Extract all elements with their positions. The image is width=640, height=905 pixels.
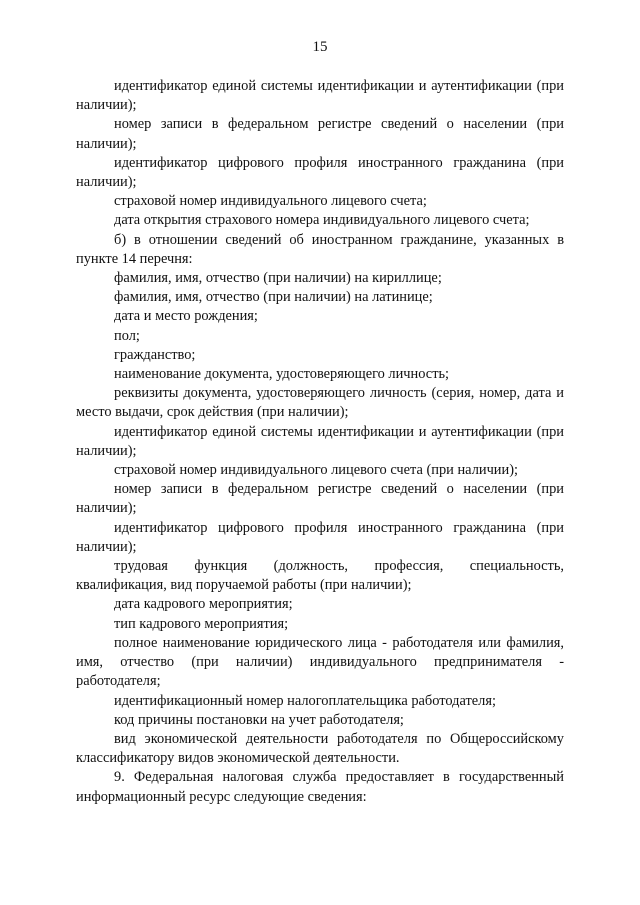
paragraph-unified-id-system: идентификатор единой системы идентификации и аутентификации (при наличии); xyxy=(76,78,564,114)
paragraph-hr-event-date: дата кадрового мероприятия; xyxy=(114,596,293,613)
paragraph-section-9: 9. Федеральная налоговая служба предоставляет в государственный информационный ресурс следующие сведения: xyxy=(76,769,564,805)
paragraph-snils: страховой номер индивидуального лицевого счета; xyxy=(114,193,427,210)
paragraph-id-document-details: реквизиты документа, удостоверяющего личность (серия, номер, дата и место выдачи, срок действия (при наличии); xyxy=(76,385,564,421)
document-body xyxy=(76,77,564,807)
paragraph-name-latin: фамилия, имя, отчество (при наличии) на латинице; xyxy=(114,289,433,306)
paragraph-sex: пол; xyxy=(114,327,140,344)
paragraph-digital-profile-id: идентификатор цифрового профиля иностранного гражданина (при наличии); xyxy=(76,154,564,191)
paragraph-citizenship: гражданство; xyxy=(114,346,196,363)
paragraph-digital-profile-id-2: идентификатор цифрового профиля иностранного гражданина (при наличии); xyxy=(76,519,564,555)
paragraph-employer-inn: идентификационный номер налогоплательщика работодателя; xyxy=(114,692,496,709)
paragraph-unified-id-system-2: идентификатор единой системы идентификации и аутентификации (при наличии); xyxy=(76,423,564,459)
paragraph-birth-date-place: дата и место рождения; xyxy=(114,308,258,325)
paragraph-section-b-heading: б) в отношении сведений об иностранном гражданине, указанных в пункте 14 перечня: xyxy=(76,231,564,267)
paragraph-id-document-name: наименование документа, удостоверяющего личность; xyxy=(114,366,450,383)
paragraph-employer-kpp: код причины постановки на учет работодателя; xyxy=(114,711,404,728)
paragraph-hr-event-type: тип кадрового мероприятия; xyxy=(114,615,289,632)
paragraph-labor-function: трудовая функция (должность, профессия, специальность, квалификация, вид поручаемой работы (при наличии); xyxy=(76,558,564,594)
paragraph-employer-okved: вид экономической деятельности работодателя по Общероссийскому классификатору видов экономической деятельности. xyxy=(76,730,564,767)
paragraph-name-cyrillic: фамилия, имя, отчество (при наличии) на кириллице; xyxy=(114,270,442,287)
paragraph-snils-open-date: дата открытия страхового номера индивидуального лицевого счета; xyxy=(114,212,530,229)
paragraph-employer-name: полное наименование юридического лица - работодателя или фамилия, имя, отчество (при наличии) индивидуального предпринимателя - работодателя; xyxy=(76,634,564,690)
page-number: 15 xyxy=(312,39,328,55)
paragraph-snils-2: страховой номер индивидуального лицевого счета (при наличии); xyxy=(114,462,519,479)
paragraph-federal-register-record-2: номер записи в федеральном регистре сведений о населении (при наличии); xyxy=(76,481,564,517)
paragraph-federal-register-record: номер записи в федеральном регистре сведений о населении (при наличии); xyxy=(76,116,564,152)
